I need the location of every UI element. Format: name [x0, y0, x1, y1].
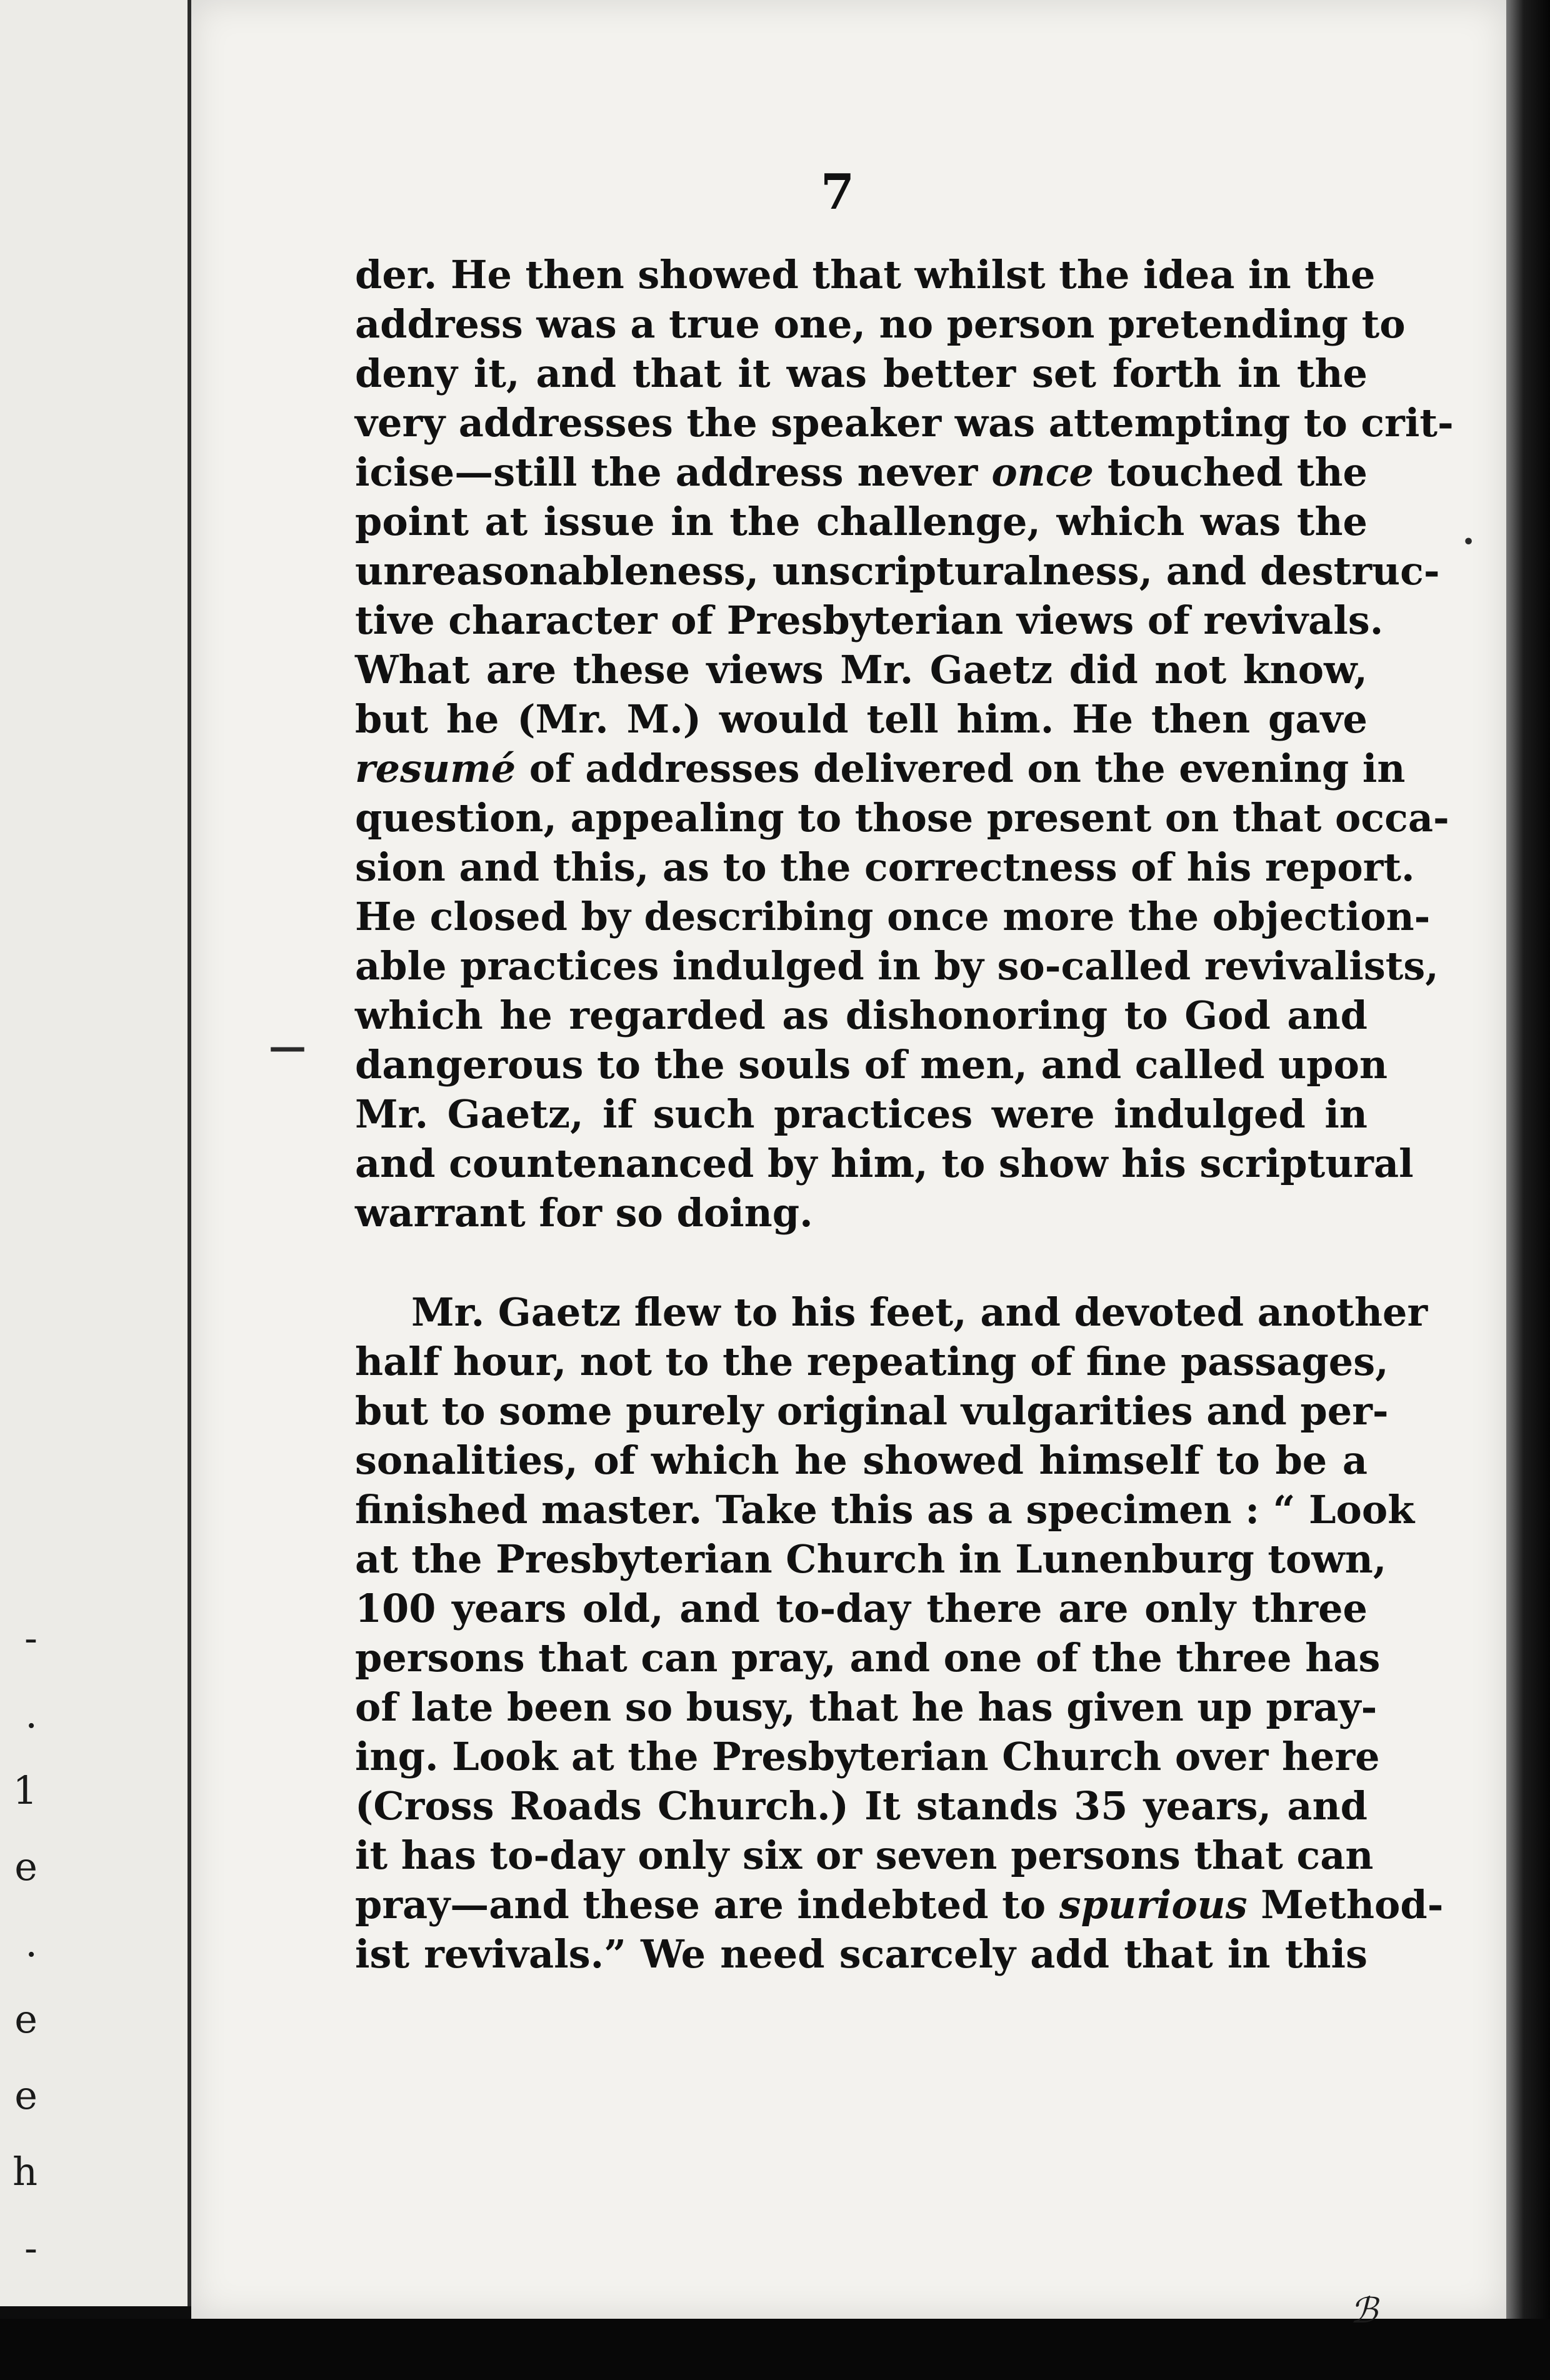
text-line: He closed by describing once more the objection- [355, 894, 1431, 939]
margin-char: e [14, 2072, 38, 2118]
paragraph-gap [355, 1238, 1368, 1288]
text-line: dangerous to the souls of men, and called upon [355, 1042, 1388, 1088]
scan-bottom-border [0, 2319, 1550, 2380]
margin-char: - [24, 1615, 38, 1661]
text-line: Mr. Gaetz flew to his feet, and devoted another [411, 1289, 1428, 1335]
facing-page-margin-text [0, 1600, 38, 2286]
margin-char: e [14, 1844, 38, 1889]
text-line: sion and this, as to the correctness of his report. [355, 844, 1415, 890]
text-line [355, 744, 1406, 793]
text-line: which he regarded as dishonoring to God and [355, 992, 1368, 1038]
text-line: at the Presbyterian Church in Lunenburg town, [355, 1536, 1387, 1582]
body-text [355, 250, 1454, 1979]
text-line: of late been so busy, that he has given up pray- [355, 1684, 1378, 1730]
text-line: tive character of Presbyterian views of revivals. [355, 598, 1384, 643]
stray-dash-mark: — [269, 1025, 306, 1069]
text-line: very addresses the speaker was attempting to crit- [355, 400, 1454, 446]
italic-word: resumé [355, 746, 516, 791]
text-line: What are these views Mr. Gaetz did not know, [355, 647, 1368, 692]
text-line: address was a true one, no person pretending to [355, 301, 1406, 347]
margin-char: - [24, 2225, 38, 2271]
text-line: finished master. Take this as a specimen : “ Look [355, 1487, 1415, 1532]
italic-word: spurious [1059, 1882, 1248, 1928]
margin-char: . [25, 1691, 38, 1737]
stray-handwritten-mark: ℬ [1350, 2291, 1378, 2331]
text-line: warrant for so doing. [355, 1190, 813, 1236]
text-line: der. He then showed that whilst the idea in the [355, 252, 1376, 298]
text-line: ing. Look at the Presbyterian Church over here [355, 1734, 1380, 1779]
text-line: (Cross Roads Church.) It stands 35 years, and [355, 1783, 1368, 1829]
text-line: sonalities, of which he showed himself to be a [355, 1438, 1368, 1483]
text-run: icise—still the address never [355, 449, 978, 495]
text-run: of addresses delivered on the evening in [529, 746, 1406, 791]
page-number: 7 [820, 164, 855, 221]
text-line: unreasonableness, unscripturalness, and destruc- [355, 548, 1440, 594]
text-line: ist revivals.” We need scarcely add that in this [355, 1931, 1368, 1977]
text-line: able practices indulged in by so-called revivalists, [355, 943, 1439, 989]
margin-char: 1 [12, 1768, 38, 1813]
text-run: pray—and these are indebted to [355, 1882, 1046, 1928]
paragraph-2 [355, 1288, 1444, 1979]
italic-word: once [991, 449, 1094, 495]
text-line: but to some purely original vulgarities and per- [355, 1388, 1389, 1434]
text-line: it has to-day only six or seven persons that can [355, 1832, 1374, 1878]
paragraph-1 [355, 250, 1454, 1238]
text-line [355, 1880, 1444, 1929]
text-line: and countenanced by him, to show his scriptural [355, 1141, 1414, 1186]
margin-char: . [25, 1920, 38, 1966]
text-line: 100 years old, and to-day there are only three [355, 1586, 1368, 1631]
page-shadow-edge [1506, 0, 1550, 2380]
text-line: persons that can pray, and one of the three has [355, 1635, 1381, 1681]
text-line: deny it, and that it was better set forth in the [355, 351, 1368, 396]
text-line: half hour, not to the repeating of fine passages, [355, 1339, 1389, 1384]
text-line: Mr. Gaetz, if such practices were indulged in [355, 1091, 1368, 1137]
text-line: but he (Mr. M.) would tell him. He then gave [355, 696, 1368, 742]
margin-char: h [12, 2149, 38, 2194]
text-line [355, 448, 1368, 497]
margin-char: e [14, 1996, 38, 2042]
text-run: Method- [1261, 1882, 1444, 1928]
text-line: question, appealing to those present on that occa- [355, 795, 1449, 841]
facing-page-edge [0, 0, 191, 2306]
text-run: touched the [1108, 449, 1368, 495]
stray-dot-mark: • [1462, 531, 1475, 553]
text-line: point at issue in the challenge, which was the [355, 499, 1368, 544]
